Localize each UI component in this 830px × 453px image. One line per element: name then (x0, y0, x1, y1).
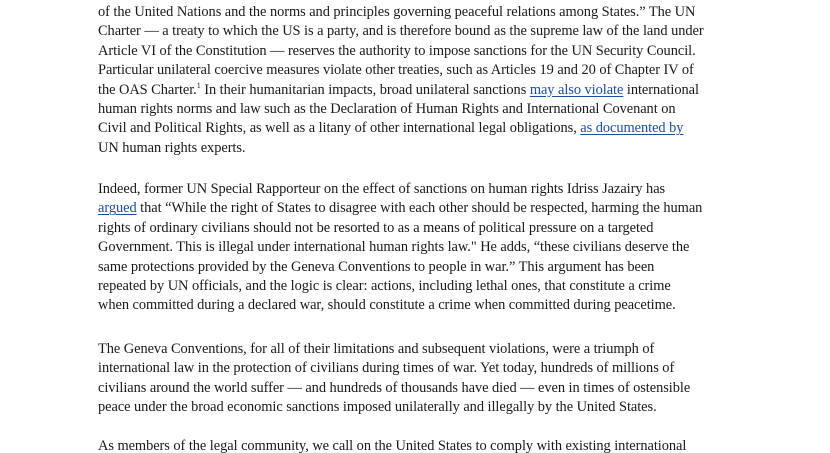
text-line (98, 139, 758, 158)
text-line (98, 277, 758, 296)
paragraph-un-charter (98, 3, 758, 158)
text-line (98, 296, 758, 315)
text-run: peace under the broad economic sanctions imposed unilaterally and illegally by the United States. (98, 399, 657, 416)
text-run: international (623, 81, 699, 98)
text-line (98, 238, 758, 257)
text-run: Indeed, former UN Special Rapporteur on the effect of sanctions on human rights Idriss Jazairy has (98, 181, 666, 197)
text-run: Civil and Political Rights, as well as a litany of other international legal obligations, (98, 120, 581, 137)
text-run: The Geneva Conventions, for all of their limitations and subsequent violations, were a triumph of (98, 341, 655, 357)
paragraph-special-rapporteur (98, 180, 758, 316)
text-run: rights of ordinary civilians should not be resorted to as a means of political pressure on a targeted (98, 219, 654, 236)
text-line (98, 340, 758, 359)
text-line (98, 3, 758, 22)
text-run: that “While the right of States to disagree with each other should be respected, harming the human (136, 200, 703, 217)
text-run: Charter — a treaty to which the US is a party, and is therefore bound as the supreme law of the land under (98, 23, 704, 40)
text-run: UN human rights experts. (98, 139, 246, 156)
text-line (98, 119, 758, 138)
text-line (98, 22, 758, 41)
text-run: same protections provided by the Geneva Conventions to people in war.” This argument has been (98, 258, 655, 275)
text-line (98, 61, 758, 80)
text-line (98, 398, 758, 417)
paragraph-geneva-conventions (98, 340, 758, 418)
hyperlink[interactable]: may also violate (529, 81, 624, 98)
paragraph-call-to-action (98, 437, 758, 453)
text-line (98, 258, 758, 277)
text-run: repeated by UN officials, and the logic is clear: actions, including lethal ones, that constitute a crime (98, 278, 671, 295)
text-run: In their humanitarian impacts, broad unilateral sanctions (200, 81, 530, 98)
text-line (98, 437, 758, 453)
text-run: the OAS Charter. (98, 81, 197, 98)
text-line (98, 180, 758, 199)
text-line (98, 100, 758, 119)
footnote-marker: 1 (196, 80, 201, 90)
hyperlink[interactable]: argued (98, 200, 137, 217)
text-line (98, 379, 758, 398)
text-run: Particular unilateral coercive measures violate other treaties, such as Articles 19 and 20 of Chapter IV of (98, 62, 694, 79)
text-line (98, 359, 758, 378)
text-run: human rights norms and law such as the Declaration of Human Rights and International Covenant on (98, 101, 676, 118)
text-run: international law in the protection of civilians during times of war. Yet today, hundreds of millions of (98, 360, 675, 377)
text-run: of the United Nations and the norms and principles governing peaceful relations among States.” The UN (98, 4, 696, 20)
text-run: when committed during a declared war, should constitute a crime when committed during peacetime. (98, 297, 676, 314)
text-line (98, 42, 758, 61)
text-line (98, 199, 758, 218)
text-line (98, 219, 758, 238)
text-run: Government. This is illegal under international human rights law." He adds, “these civilians deserve the (98, 239, 690, 256)
text-run: As members of the legal community, we call on the United States to comply with existing international (98, 438, 687, 453)
text-line (98, 81, 758, 100)
text-run: civilians around the world suffer — and hundreds of thousands have died — even in times of ostensible (98, 379, 691, 396)
hyperlink[interactable]: as documented by (580, 120, 684, 137)
text-run: Article VI of the Constitution — reserves the authority to impose sanctions for the UN Security Council. (98, 42, 696, 59)
